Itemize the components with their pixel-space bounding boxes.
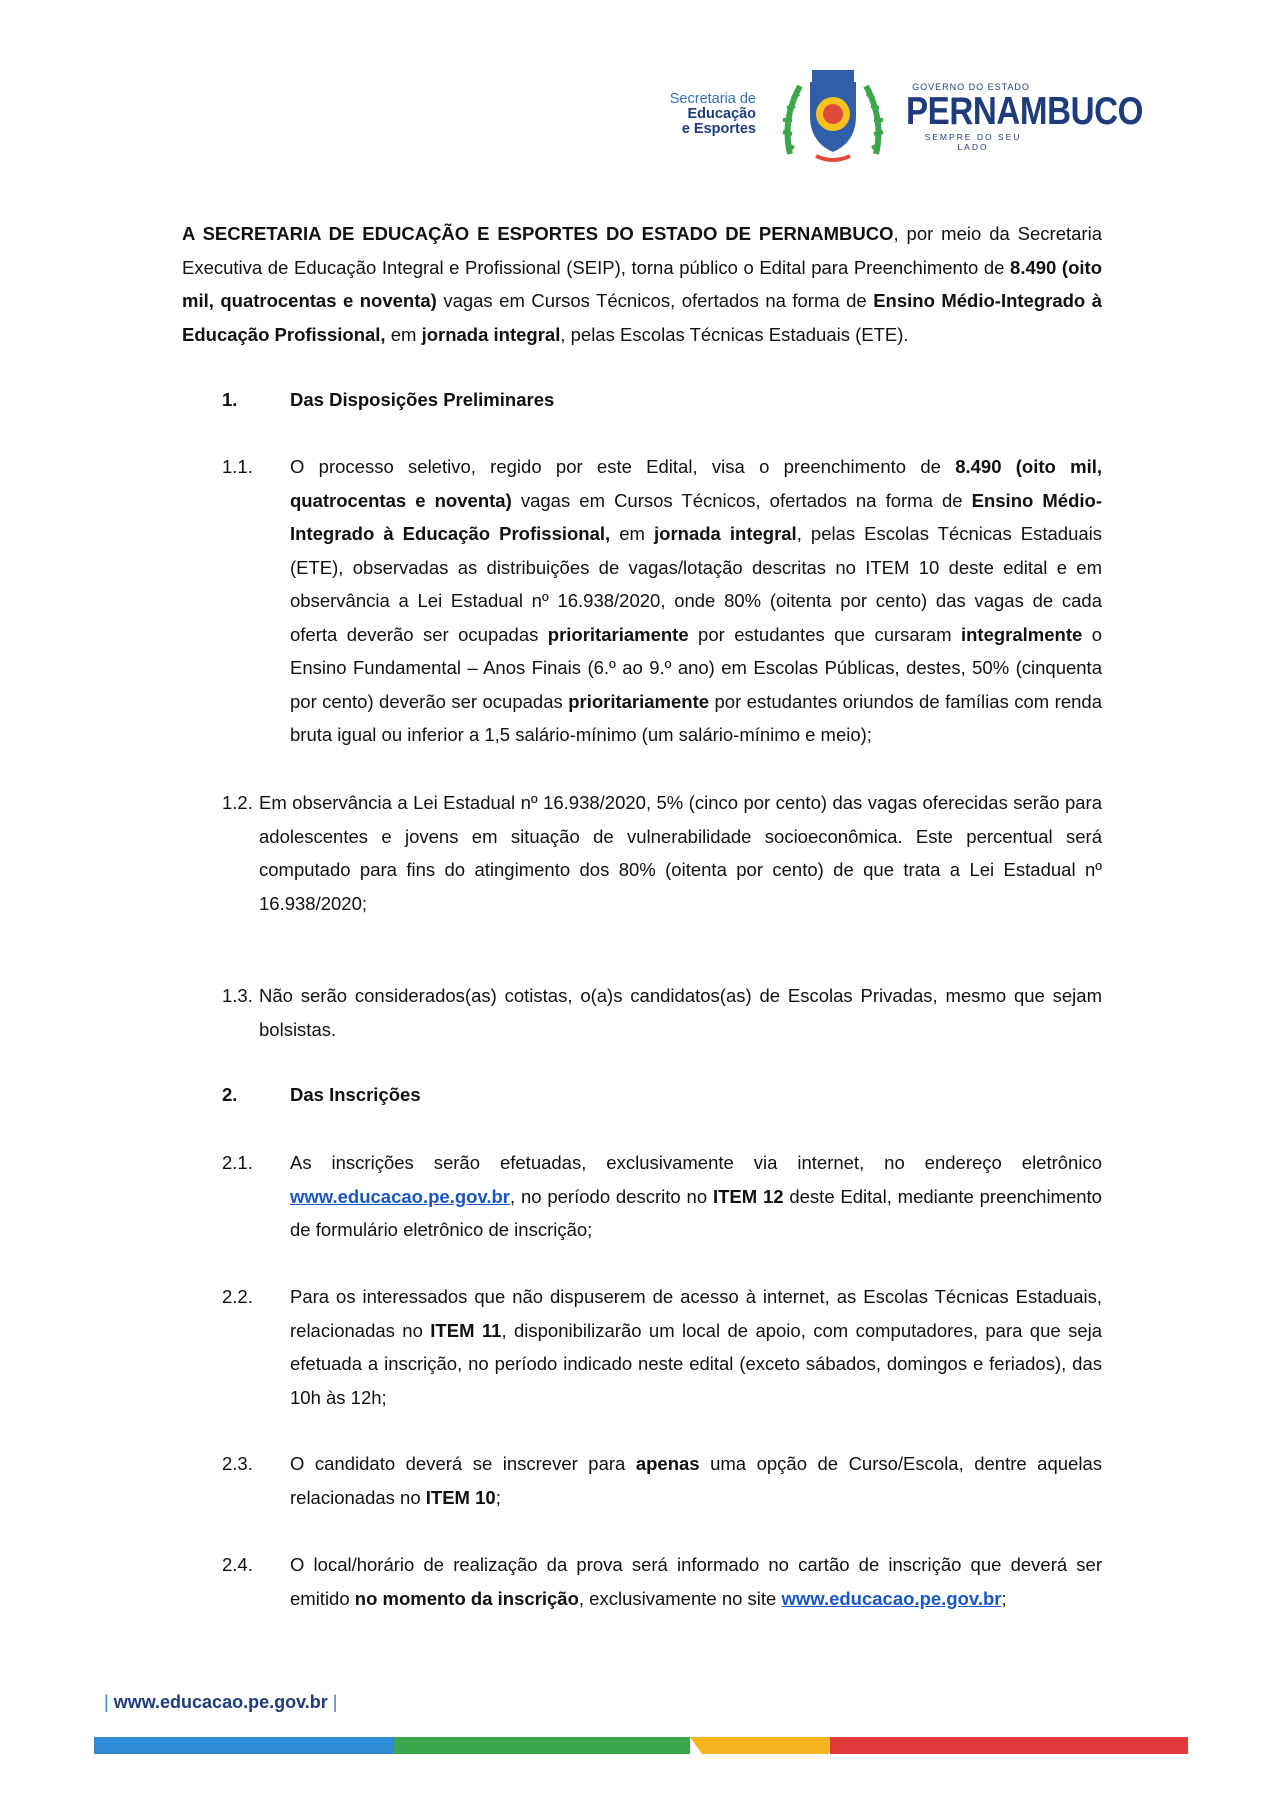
secretaria-label — [660, 92, 756, 137]
footer-stripe-blue — [94, 1737, 394, 1754]
gov-tagline: SEMPRE DO SEU LADO — [924, 132, 1022, 152]
sec-line-2: Educação — [687, 106, 756, 122]
sec-line-3: e Esportes — [681, 121, 756, 137]
footer-stripe-red — [830, 1737, 1188, 1754]
page-header — [660, 60, 1144, 170]
gov-small-text: GOVERNO DO ESTADO — [912, 82, 1030, 92]
item-2-3: 2.3. O candidato deverá se inscrever para apenas uma opção de Curso/Escola, dentre aquelas relacionadas no ITEM 10; — [222, 1453, 1102, 1508]
footer-url: | www.educacao.pe.gov.br | — [104, 1692, 338, 1712]
government-logo — [906, 82, 1144, 152]
footer-stripe-yellow — [690, 1737, 840, 1754]
item-1-3: 1.3. Não serão considerados(as) cotistas, o(a)s candidatos(as) de Escolas Privadas, mesmo que sejam bolsistas. — [222, 985, 1102, 1040]
gov-name: PERNAMBUCO — [906, 90, 1144, 133]
educacao-website-link-2[interactable]: www.educacao.pe.gov.br — [781, 1587, 1002, 1609]
state-crest-icon — [780, 64, 886, 168]
section-1-heading: 1. Das Disposições Preliminares — [222, 389, 555, 410]
educacao-website-link[interactable]: www.educacao.pe.gov.br — [290, 1185, 510, 1207]
item-1-2: 1.2. Em observância a Lei Estadual nº 16.938/2020, 5% (cinco por cento) das vagas oferecidas serão para adolescentes e jovens em situação de vulnerabilidade socioeconômica. Este percentual será computado para fins do atingimento dos 80% (oitenta por cento) de que trata a Lei Estadual nº 16.938/2020; — [222, 792, 1102, 914]
sec-line-1: Secretaria de — [669, 91, 756, 107]
footer-stripe-green — [394, 1737, 690, 1754]
item-1-1: 1.1. O processo seletivo, regido por este Edital, visa o preenchimento de 8.490 (oito mil, quatrocentas e noventa) vagas em Cursos Técnicos, ofertados na forma de Ensino Médio-Integrado à Educação Profissional, em jornada integral, pelas Escolas Técnicas Estaduais (ETE), observadas as distribuições de vagas/lotação descritas no ITEM 10 deste edital e em observância a Lei Estadual nº 16.938/2020, onde 80% (oitenta por cento) das vagas de cada oferta deverão ser ocupadas prioritariamente por estudantes que cursaram integralmente o Ensino Fundamental – Anos Finais (6.º ao 9.º ano) em Escolas Públicas, destes, 50% (cinquenta por cento) deverão ser ocupadas prioritariamente por estudantes oriundos de famílias com renda bruta igual ou inferior a 1,5 salário-mínimo (um salário-mínimo e meio); — [222, 456, 1103, 745]
section-2-heading: 2. Das Inscrições — [222, 1084, 421, 1105]
item-2-1: 2.1. As inscrições serão efetuadas, exclusivamente via internet, no endereço eletrônico www.educacao.pe.gov.br, no período descrito no ITEM 12 deste Edital, mediante preenchimento de formulário eletrônico de inscrição; — [222, 1152, 1102, 1240]
intro-paragraph: A SECRETARIA DE EDUCAÇÃO E ESPORTES DO ESTADO DE PERNAMBUCO, por meio da Secretaria Executiva de Educação Integral e Profissional (SEIP), torna público o Edital para Preenchimento de 8.490 (oito mil, quatrocentas e noventa) vagas em Cursos Técnicos, ofertados na forma de Ensino Médio-Integrado à Educação Profissional, em jornada integral, pelas Escolas Técnicas Estaduais (ETE). — [182, 223, 1102, 345]
item-2-4: 2.4. O local/horário de realização da prova será informado no cartão de inscrição que deverá ser emitido no momento da inscrição, exclusivamente no site www.educacao.pe.gov.br; — [222, 1554, 1102, 1609]
item-2-2: 2.2. Para os interessados que não dispuserem de acesso à internet, as Escolas Técnicas Estaduais, relacionadas no ITEM 11, disponibilizarão um local de apoio, com computadores, para que seja efetuada a inscrição, no período indicado neste edital (exceto sábados, domingos e feriados), das 10h às 12h; — [222, 1286, 1103, 1408]
footer-url-text[interactable]: www.educacao.pe.gov.br — [113, 1692, 328, 1712]
